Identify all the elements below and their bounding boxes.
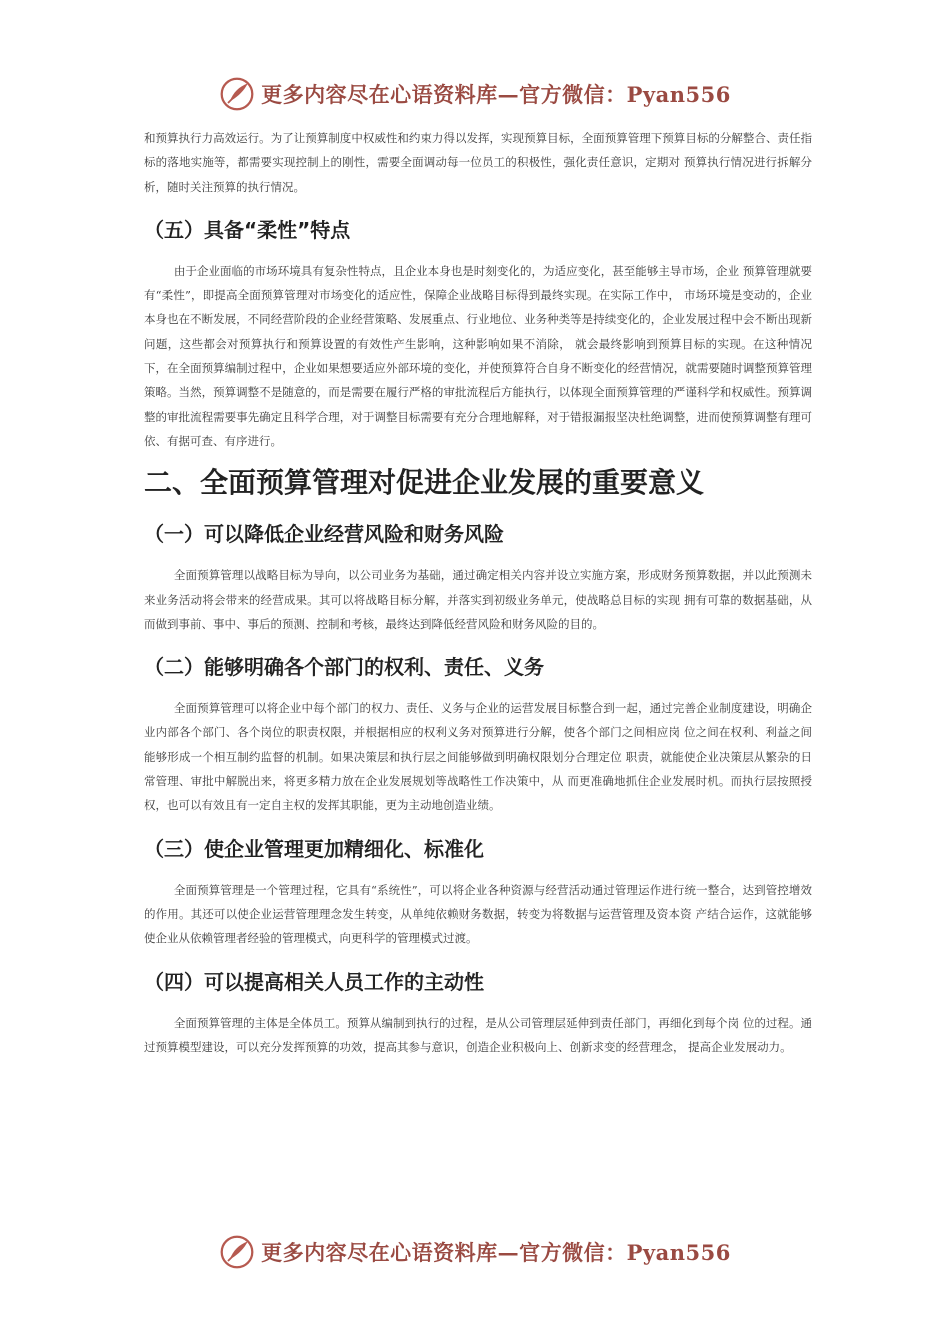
feather-quill-logo-icon: [219, 1234, 255, 1270]
banner-text: 更多内容尽在心语资料库—官方微信：Pyan556: [261, 1240, 731, 1265]
intro-paragraph: 和预算执行力高效运行。为了让预算制度中权威性和约束力得以发挥，实现预算目标，全面预算管理下预算目标的分解整合、责任指标的落地实施等，都需要实现控制上的刚性，需要全面调动每一位员工的积极性，强化责任意识，定期对 预算执行情况进行拆解分析，随时关注预算的执行情况。: [144, 131, 812, 194]
chapter-2-heading: 二、全面预算管理对促进企业发展的重要意义: [144, 466, 705, 500]
subsection-3-heading: （三）使企业管理更加精细化、标准化: [144, 836, 484, 861]
subsection-3-paragraph: 全面预算管理是一个管理过程，它具有“系统性”，可以将企业各种资源与经营活动通过管理运作进行统一整合，达到管控增效的作用。其还可以使企业运营管理理念发生转变，从单纯依赖财务数据，转变为将数据与运营管理及资本资 产结合运作，这就能够使企业从依赖管理者经验的管理模式，向更科学的管理模式过渡。: [144, 882, 812, 946]
subsection-2-paragraph: 全面预算管理可以将企业中每个部门的权力、责任、义务与企业的运营发展目标整合到一起，通过完善企业制度建设，明确企业内部各个部门、各个岗位的职责权限，并根据相应的权利义务对预算进行分解，使各个部门之间相应岗 位之间在权利、利益之间能够形成一个相互制约监督的机制。如果决策层和执行层之间能够做到明确权限划分合理定位 职责，就能使企业决策层从繁杂的日常管理、审批中解脱出来，将更多精力放在企业发展规划等战略性工作决策中，从 而更准确地抓住企业发展时机。而执行层按照授权，也可以有效且有一定自主权的发挥其职能，更为主动地创造业绩。: [144, 701, 812, 813]
document-body: [144, 126, 812, 1059]
subsection-4-paragraph: 全面预算管理的主体是全体员工。预算从编制到执行的过程，是从公司管理层延伸到责任部门，再细化到每个岗 位的过程。通过预算模型建设，可以充分发挥预算的功效，提高其参与意识，创造企业积极向上、创新求变的经营理念， 提高企业发展动力。: [144, 1015, 812, 1054]
subsection-4-heading: （四）可以提高相关人员工作的主动性: [144, 969, 484, 994]
subsection-1-heading: （一）可以降低企业经营风险和财务风险: [144, 522, 504, 547]
feather-quill-logo-icon: [219, 76, 255, 112]
footer-banner: [0, 1230, 950, 1274]
section-5-paragraph: 由于企业面临的市场环境具有复杂性特点，且企业本身也是时刻变化的，为适应变化，甚至能够主导市场，企业 预算管理就要有“柔性”，即提高全面预算管理对市场变化的适应性，保障企业战略目标得到最终实现。在实际工作中， 市场环境是变动的，企业本身也在不断发展，不同经营阶段的企业经营策略、发展重点、行业地位、业务种类等是持续变化的，企业发展过程中会不断出现新问题，这些都会对预算执行和预算设置的有效性产生影响，这种影响如果不消除， 就会最终影响到预算目标的实现。在这种情况下，在全面预算编制过程中，企业如果想要适应外部环境的变化，并使预算符合自身不断变化的经营情况，就需要随时调整预算管理策略。当然，预算调整不是随意的，而是需要在履行严格的审批流程后方能执行，以体现全面预算管理的严谨科学和权威性。预算调整的审批流程需要事先确定且科学合理，对于调整目标需要有充分合理地解释，对于错报漏报坚决杜绝调整，进而使预算调整有理可依、有据可查、有序进行。: [144, 263, 812, 448]
subsection-2-heading: （二）能够明确各个部门的权利、责任、义务: [144, 655, 544, 680]
subsection-1-paragraph: 全面预算管理以战略目标为导向，以公司业务为基础，通过确定相关内容并设立实施方案，形成财务预算数据，并以此预测未来业务活动将会带来的经营成果。其可以将战略目标分解，并落实到初级业务单元，使战略总目标的实现 拥有可靠的数据基础，从而做到事前、事中、事后的预测、控制和考核，最终达到降低经营风险和财务风险的目的。: [144, 568, 812, 631]
header-banner: [0, 72, 950, 116]
banner-text: 更多内容尽在心语资料库—官方微信：Pyan556: [261, 82, 731, 107]
section-5-heading: （五）具备“柔性”特点: [144, 217, 351, 242]
